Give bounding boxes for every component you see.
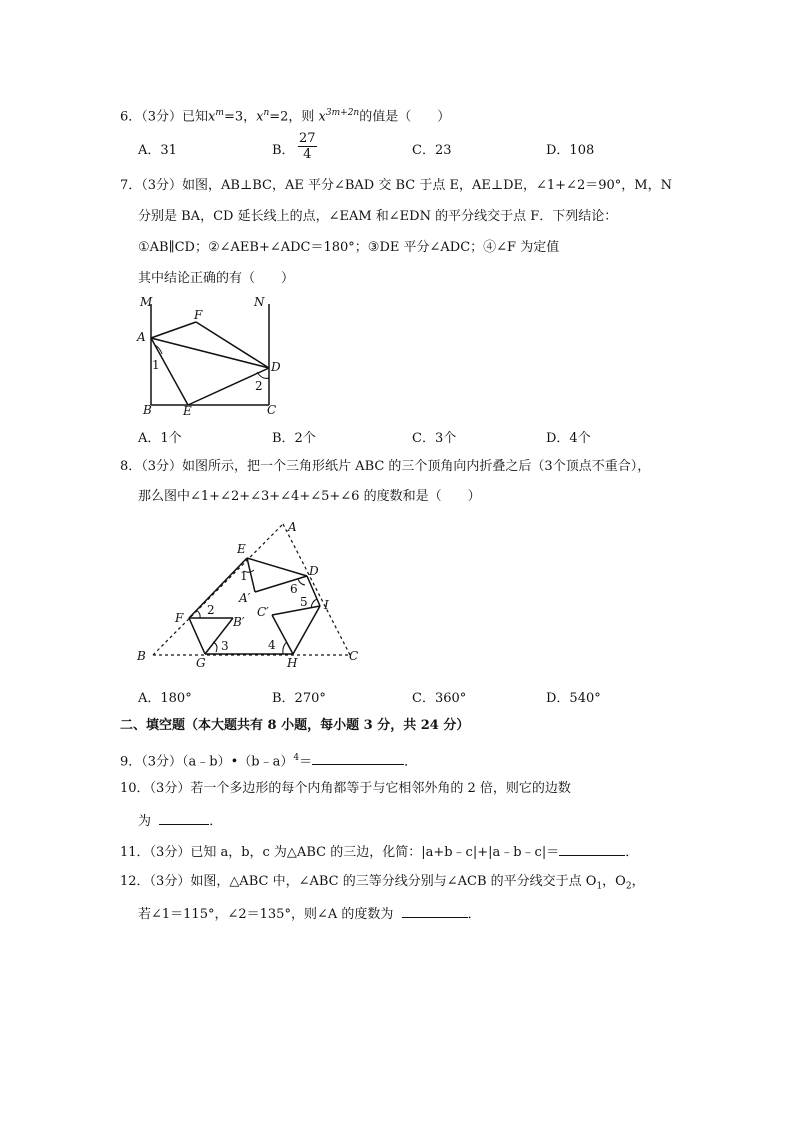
q7-option-c[interactable]: C．3个 [412,431,457,446]
q7-line3: ①AB∥CD；②∠AEB+∠ADC＝180°；③DE 平分∠ADC；④∠F 为定值 [138,240,560,255]
q8-angle-2: 2 [207,603,215,617]
q8-angle-1: 1 [240,569,248,583]
q8-figure [135,518,375,668]
q10-line2: 为 ． [138,814,223,829]
q8-label-b: B [137,649,146,663]
q7-label-e: E [183,404,192,417]
q11-answer-blank[interactable] [559,843,625,856]
q11-stem: 11．（3分）已知 a，b，c 为△ABC 的三边，化简：|a+b﹣c|+|a﹣b﹣c|＝ ． [120,845,639,860]
q9-stem: 9．（3分）（a﹣b）•（b﹣a）$^4$＝ ． [120,753,418,770]
q8-angle-3: 3 [221,639,229,653]
q8-label-h: H [287,656,298,668]
q10-answer-blank[interactable] [159,812,209,825]
q7-option-a[interactable]: A．1个 [138,431,182,446]
q8-option-d[interactable]: D．540° [546,691,601,706]
q7-line4: 其中结论正确的有（ ） [138,271,295,286]
q7-label-d: D [271,360,281,374]
q6-option-b-fraction: $\frac{27}{4}$ [299,131,316,162]
q12-line2: 若∠1＝115°，∠2＝135°，则∠A 的度数为 ． [138,907,481,922]
q12-line1: 12．（3分）如图，△ABC 中，∠ABC 的三等分线分别与∠ACB 的平分线交于点 $O_1$，$O_2$， [120,874,645,892]
q8-line2: 那么图中∠1+∠2+∠3+∠4+∠5+∠6 的度数和是（ ） [138,489,481,504]
q6-option-c[interactable]: C．23 [412,143,452,158]
q8-angle-5: 5 [300,595,308,609]
q8-label-a-prime: A′ [239,591,251,605]
q7-angle-2: 2 [255,379,263,393]
q8-option-b[interactable]: B．270° [272,691,326,706]
q8-label-b-prime: B′ [233,615,245,629]
q7-label-f: F [194,308,203,322]
q7-label-m: M [140,295,153,309]
q9-answer-blank[interactable] [312,752,404,765]
q10-line1: 10．（3分）若一个多边形的每个内角都等于与它相邻外角的 2 倍，则它的边数 [120,781,571,796]
q12-answer-blank[interactable] [402,905,468,918]
q8-label-f: F [175,611,184,625]
q7-label-b: B [143,403,152,417]
q7-figure [136,292,296,417]
q7-line1: 7．（3分）如图，AB⊥BC，AE 平分∠BAD 交 BC 于点 E，AE⊥DE，∠1+∠2＝90°，M，N [120,178,672,193]
q7-label-a: A [137,330,146,344]
q6-stem: 6．（3分）已知$x^m=3$，$x^n=2$，则 $x^{3m+2n}$的值是（ ） [120,108,451,125]
q7-line2: 分别是 BA，CD 延长线上的点，∠EAM 和∠EDN 的平分线交于点 F．下列结论： [138,209,618,224]
q8-label-i: I [324,598,329,612]
q7-option-b[interactable]: B．2个 [272,431,316,446]
q8-option-a[interactable]: A．180° [138,691,192,706]
q8-line1: 8．（3分）如图所示，把一个三角形纸片 ABC 的三个顶角向内折叠之后（3个顶点不重合）， [120,459,651,474]
q7-label-c: C [267,403,277,417]
q8-label-e: E [237,542,246,556]
q8-angle-6: 6 [290,582,298,596]
q7-option-d[interactable]: D．4个 [546,431,591,446]
q8-label-g: G [196,656,206,668]
section-2-title: 二、填空题（本大题共有 8 小题，每小题 3 分，共 24 分） [120,718,470,733]
q8-label-a: A [288,520,297,534]
q6-option-b[interactable]: B． [272,143,295,158]
q8-option-c[interactable]: C．360° [412,691,467,706]
q8-label-c-prime: C′ [257,605,269,619]
q6-option-d[interactable]: D．108 [546,143,595,158]
q7-angle-1: 1 [152,358,160,372]
q7-label-n: N [254,295,265,309]
q6-option-a[interactable]: A．31 [138,143,177,158]
q8-label-d: D [309,564,319,578]
q8-angle-4: 4 [268,638,276,652]
q8-label-c: C [349,649,359,663]
